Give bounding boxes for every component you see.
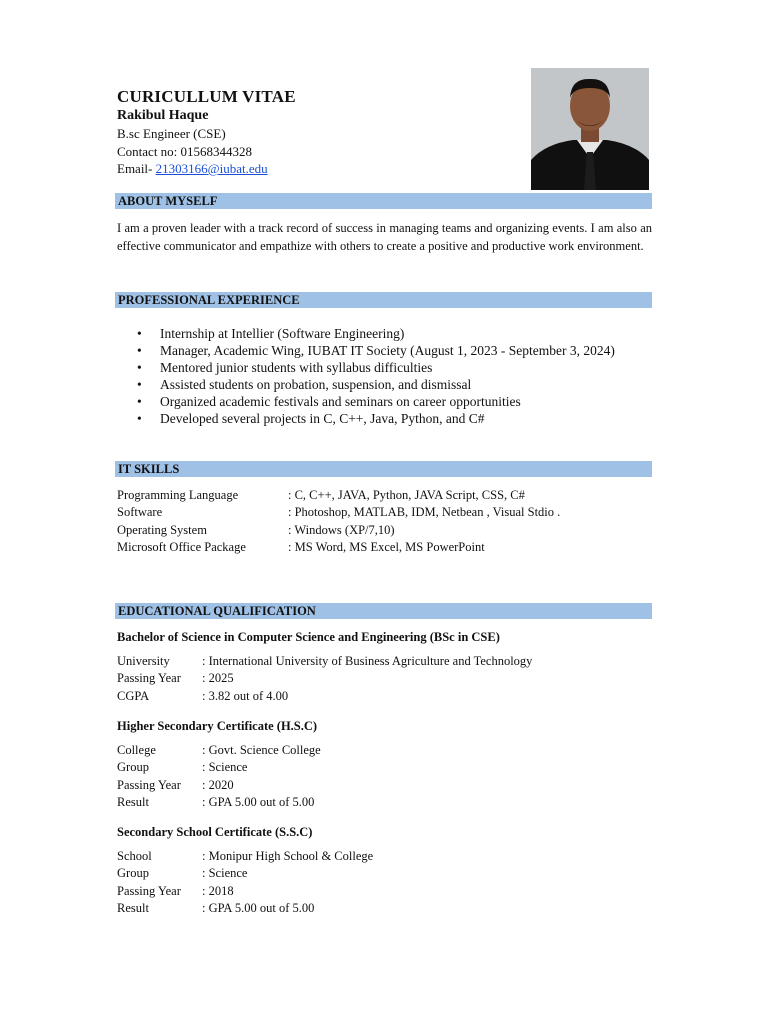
edu-value: : GPA 5.00 out of 5.00 bbox=[202, 794, 315, 809]
bsc-title: Bachelor of Science in Computer Science and Engineering (BSc in CSE) bbox=[117, 630, 500, 644]
edu-value: : Monipur High School & College bbox=[202, 849, 374, 863]
skill-key: Programming Language bbox=[117, 488, 239, 502]
edu-key: Passing Year bbox=[117, 671, 181, 686]
edu-key: Group bbox=[117, 866, 149, 881]
edu-value: : Science bbox=[202, 760, 248, 775]
bullet-icon: • bbox=[137, 360, 142, 375]
experience-item-text: Assisted students on probation, suspension, and dismissal bbox=[160, 377, 472, 392]
skill-key: Microsoft Office Package bbox=[117, 539, 246, 554]
document-title: CURICULLUM VITAE bbox=[117, 87, 296, 106]
experience-item-text: Organized academic festivals and seminars on career opportunities bbox=[160, 394, 521, 409]
experience-item-text: Manager, Academic Wing, IUBAT IT Society (August 1, 2023 - September 3, 2024) bbox=[160, 343, 615, 358]
experience-item-text: Mentored junior students with syllabus difficulties bbox=[160, 360, 433, 375]
edu-value: : International University of Business Agriculture and Technology bbox=[202, 654, 533, 668]
experience-list bbox=[117, 325, 615, 427]
about-heading: ABOUT MYSELF bbox=[115, 193, 652, 209]
email-line bbox=[117, 161, 268, 177]
hsc-title: Higher Secondary Certificate (H.S.C) bbox=[117, 719, 318, 733]
bullet-icon: • bbox=[137, 343, 142, 358]
experience-item-text: Internship at Intellier (Software Engineering) bbox=[160, 326, 405, 341]
edu-value: : Science bbox=[202, 866, 248, 881]
edu-value: : 2018 bbox=[202, 883, 234, 898]
edu-key: CGPA bbox=[117, 688, 150, 703]
experience-heading: PROFESSIONAL EXPERIENCE bbox=[115, 292, 652, 308]
email-link[interactable]: 21303166@iubat.edu bbox=[155, 161, 268, 176]
edu-key: Result bbox=[117, 794, 149, 809]
about-text: I am a proven leader with a track record of success in managing teams and organizing events. I am also an effective communicator and empathize with others to create a positive and productive work environment. bbox=[117, 221, 652, 253]
edu-key: Passing Year bbox=[117, 883, 181, 898]
skill-key: Operating System bbox=[117, 522, 207, 537]
list-item bbox=[117, 410, 615, 427]
bullet-icon: • bbox=[137, 377, 142, 392]
profile-photo bbox=[531, 68, 649, 190]
skill-value: : MS Word, MS Excel, MS PowerPoint bbox=[288, 539, 485, 554]
edu-value: : Govt. Science College bbox=[202, 743, 321, 757]
degree-line: B.sc Engineer (CSE) bbox=[117, 126, 226, 141]
edu-key: University bbox=[117, 654, 170, 668]
skill-value: : Windows (XP/7,10) bbox=[288, 522, 395, 537]
list-item bbox=[117, 376, 615, 393]
edu-key: Passing Year bbox=[117, 777, 181, 792]
list-item bbox=[117, 325, 615, 342]
edu-value: : 3.82 out of 4.00 bbox=[202, 688, 289, 703]
edu-key: College bbox=[117, 743, 156, 757]
education-heading: EDUCATIONAL QUALIFICATION bbox=[115, 603, 652, 619]
list-item bbox=[117, 359, 615, 376]
skill-key: Software bbox=[117, 505, 163, 520]
candidate-name: Rakibul Haque bbox=[117, 108, 209, 123]
skills-heading: IT SKILLS bbox=[115, 461, 652, 477]
edu-key: Result bbox=[117, 900, 149, 915]
bullet-icon: • bbox=[137, 411, 142, 426]
edu-value: : 2025 bbox=[202, 671, 234, 686]
ssc-title: Secondary School Certificate (S.S.C) bbox=[117, 825, 313, 839]
contact-line: Contact no: 01568344328 bbox=[117, 144, 253, 159]
list-item bbox=[117, 393, 615, 410]
skill-value: : Photoshop, MATLAB, IDM, Netbean , Visual Stdio . bbox=[288, 505, 561, 520]
list-item bbox=[117, 342, 615, 359]
edu-key: School bbox=[117, 849, 152, 863]
experience-item-text: Developed several projects in C, C++, Java, Python, and C# bbox=[160, 411, 485, 426]
edu-value: : 2020 bbox=[202, 777, 234, 792]
skill-value: : C, C++, JAVA, Python, JAVA Script, CSS, C# bbox=[288, 488, 525, 502]
email-label: Email- bbox=[117, 161, 156, 176]
edu-value: : GPA 5.00 out of 5.00 bbox=[202, 900, 315, 915]
edu-key: Group bbox=[117, 760, 149, 775]
bullet-icon: • bbox=[137, 326, 142, 341]
bullet-icon: • bbox=[137, 394, 142, 409]
